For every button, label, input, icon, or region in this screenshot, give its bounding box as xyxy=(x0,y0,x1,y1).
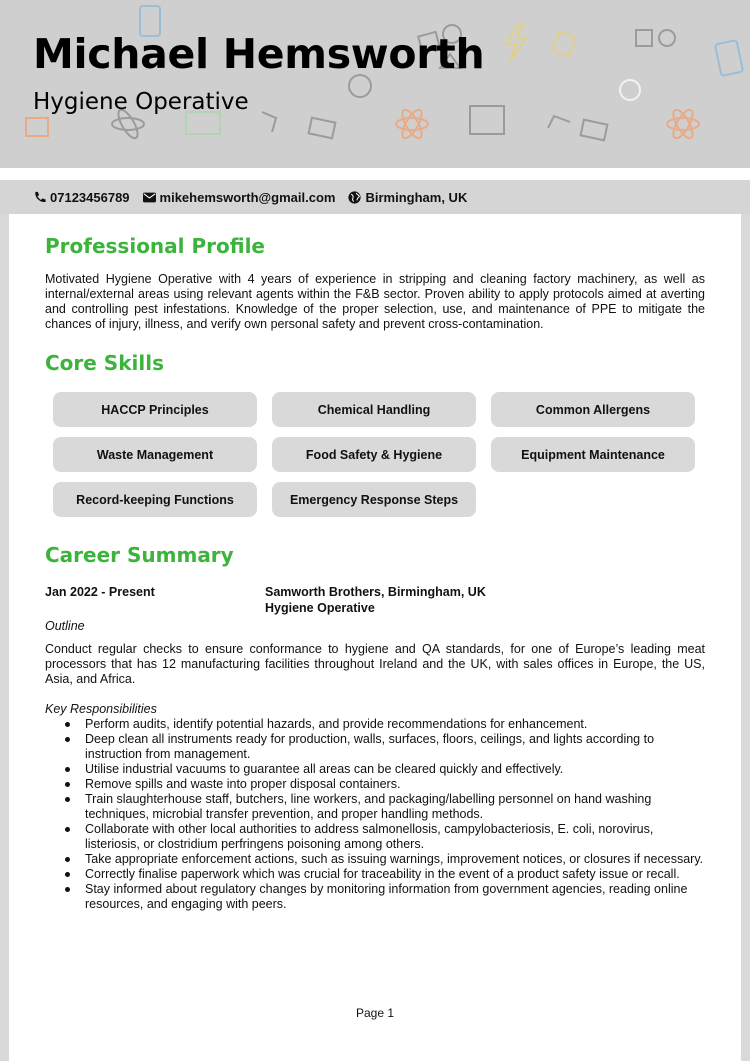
header-divider xyxy=(0,168,750,180)
card-doodle-icon xyxy=(309,118,336,139)
card2-doodle-icon xyxy=(581,120,608,141)
lightning-doodle-icon xyxy=(506,24,526,62)
skill-chip: Emergency Response Steps xyxy=(272,482,476,517)
list-item: Deep clean all instruments ready for production, walls, surfaces, floors, ceilings, and lights according to instruction from management. xyxy=(85,732,705,762)
contact-phone[interactable] xyxy=(33,190,130,205)
page-number: Page 1 xyxy=(355,1006,395,1020)
contact-email[interactable] xyxy=(143,190,336,205)
skill-chip: Chemical Handling xyxy=(272,392,476,427)
contact-bar xyxy=(0,180,750,214)
list-item: Correctly finalise paperwork which was crucial for traceability in the event of a product safety issue or recall. xyxy=(85,867,705,882)
location-text: Birmingham, UK xyxy=(365,189,468,205)
outline-text: Conduct regular checks to ensure conformance to hygiene and QA standards, for one of Europe’s leading meat processors that has 12 manufacturing facilities throughout Ireland and the UK, with sales offices in Europe, the US, Asia, and Africa. xyxy=(45,642,705,686)
header-banner xyxy=(0,0,750,168)
list-item: Stay informed about regulatory changes by monitoring information from government agencies, reading online resources, and engaging with peers. xyxy=(85,882,705,912)
list-item: Utilise industrial vacuums to guarantee all areas can be cleared quickly and effectively. xyxy=(85,762,705,777)
buildings-doodle-icon xyxy=(470,106,504,134)
skill-chip: Common Allergens xyxy=(491,392,695,427)
envelope-icon xyxy=(143,192,156,203)
skill-chip: Record-keeping Functions xyxy=(53,482,257,517)
profile-text: Motivated Hygiene Operative with 4 years of experience in stripping and cleaning factory machinery, as well as internal/external areas using relevant agents within the F&B sector. Proven ability to apply protocols aimed at averting and controlling pest infestations. Knowledge of the proper selection, use, and maintenance of PPE to mitigate the chances of injury, illness, and verify own personal safety and prevent cross-contamination. xyxy=(45,272,705,331)
atom2-doodle-icon xyxy=(667,118,699,130)
atom3-doodle-icon xyxy=(112,118,144,130)
folder-doodle-icon xyxy=(26,118,48,136)
phone-icon xyxy=(33,191,46,204)
contact-location xyxy=(348,190,467,205)
outline-label: Outline xyxy=(45,619,85,633)
list-item: Perform audits, identify potential hazards, and provide recommendations for enhancement. xyxy=(85,717,705,732)
skill-chip: HACCP Principles xyxy=(53,392,257,427)
responsibilities-list xyxy=(45,717,705,912)
phone-number: 07123456789 xyxy=(50,189,130,205)
list-item: Train slaughterhouse staff, butchers, line workers, and packaging/labelling personnel on hand washing techniques, microbial transfer prevention, and proper handling methods. xyxy=(85,792,705,822)
candidate-name: Michael Hemsworth xyxy=(33,30,485,78)
skill-chip: Equipment Maintenance xyxy=(491,437,695,472)
list-item: Collaborate with other local authorities to address salmonellosis, campylobacteriosis, E. coli, norovirus, listeriosis, or clostridium perfringens poisoning among others. xyxy=(85,822,705,852)
career-heading: Career Summary xyxy=(45,543,234,567)
circle2-doodle-icon xyxy=(659,30,675,46)
skills-heading: Core Skills xyxy=(45,351,164,375)
job-company: Samworth Brothers, Birmingham, UK xyxy=(265,585,486,599)
bulb-doodle-icon xyxy=(349,75,371,97)
email-address: mikehemsworth@gmail.com xyxy=(159,189,336,205)
decorative-pattern xyxy=(0,0,750,168)
globe-icon xyxy=(348,191,361,204)
square2-doodle-icon xyxy=(636,30,652,46)
candidate-job-title: Hygiene Operative xyxy=(33,89,249,115)
skills-grid xyxy=(53,392,699,517)
responsibilities-label: Key Responsibilities xyxy=(45,702,157,716)
job-role: Hygiene Operative xyxy=(265,600,375,615)
list-item: Take appropriate enforcement actions, such as issuing warnings, improvement notices, or closures if necessary. xyxy=(85,852,704,866)
job-employer-block xyxy=(265,585,486,616)
atom-doodle-icon xyxy=(396,118,428,130)
skill-chip: Food Safety & Hygiene xyxy=(272,437,476,472)
skill-chip: Waste Management xyxy=(53,437,257,472)
list-item: Remove spills and waste into proper disposal containers. xyxy=(85,777,705,792)
keyboard-doodle-icon xyxy=(186,112,220,134)
shield-doodle-icon xyxy=(552,32,576,57)
phone2-doodle-icon xyxy=(715,40,743,76)
resume-page xyxy=(9,214,741,1061)
profile-heading: Professional Profile xyxy=(45,234,265,258)
lightbulb-doodle-icon xyxy=(620,80,640,100)
job-date: Jan 2022 - Present xyxy=(45,585,155,599)
